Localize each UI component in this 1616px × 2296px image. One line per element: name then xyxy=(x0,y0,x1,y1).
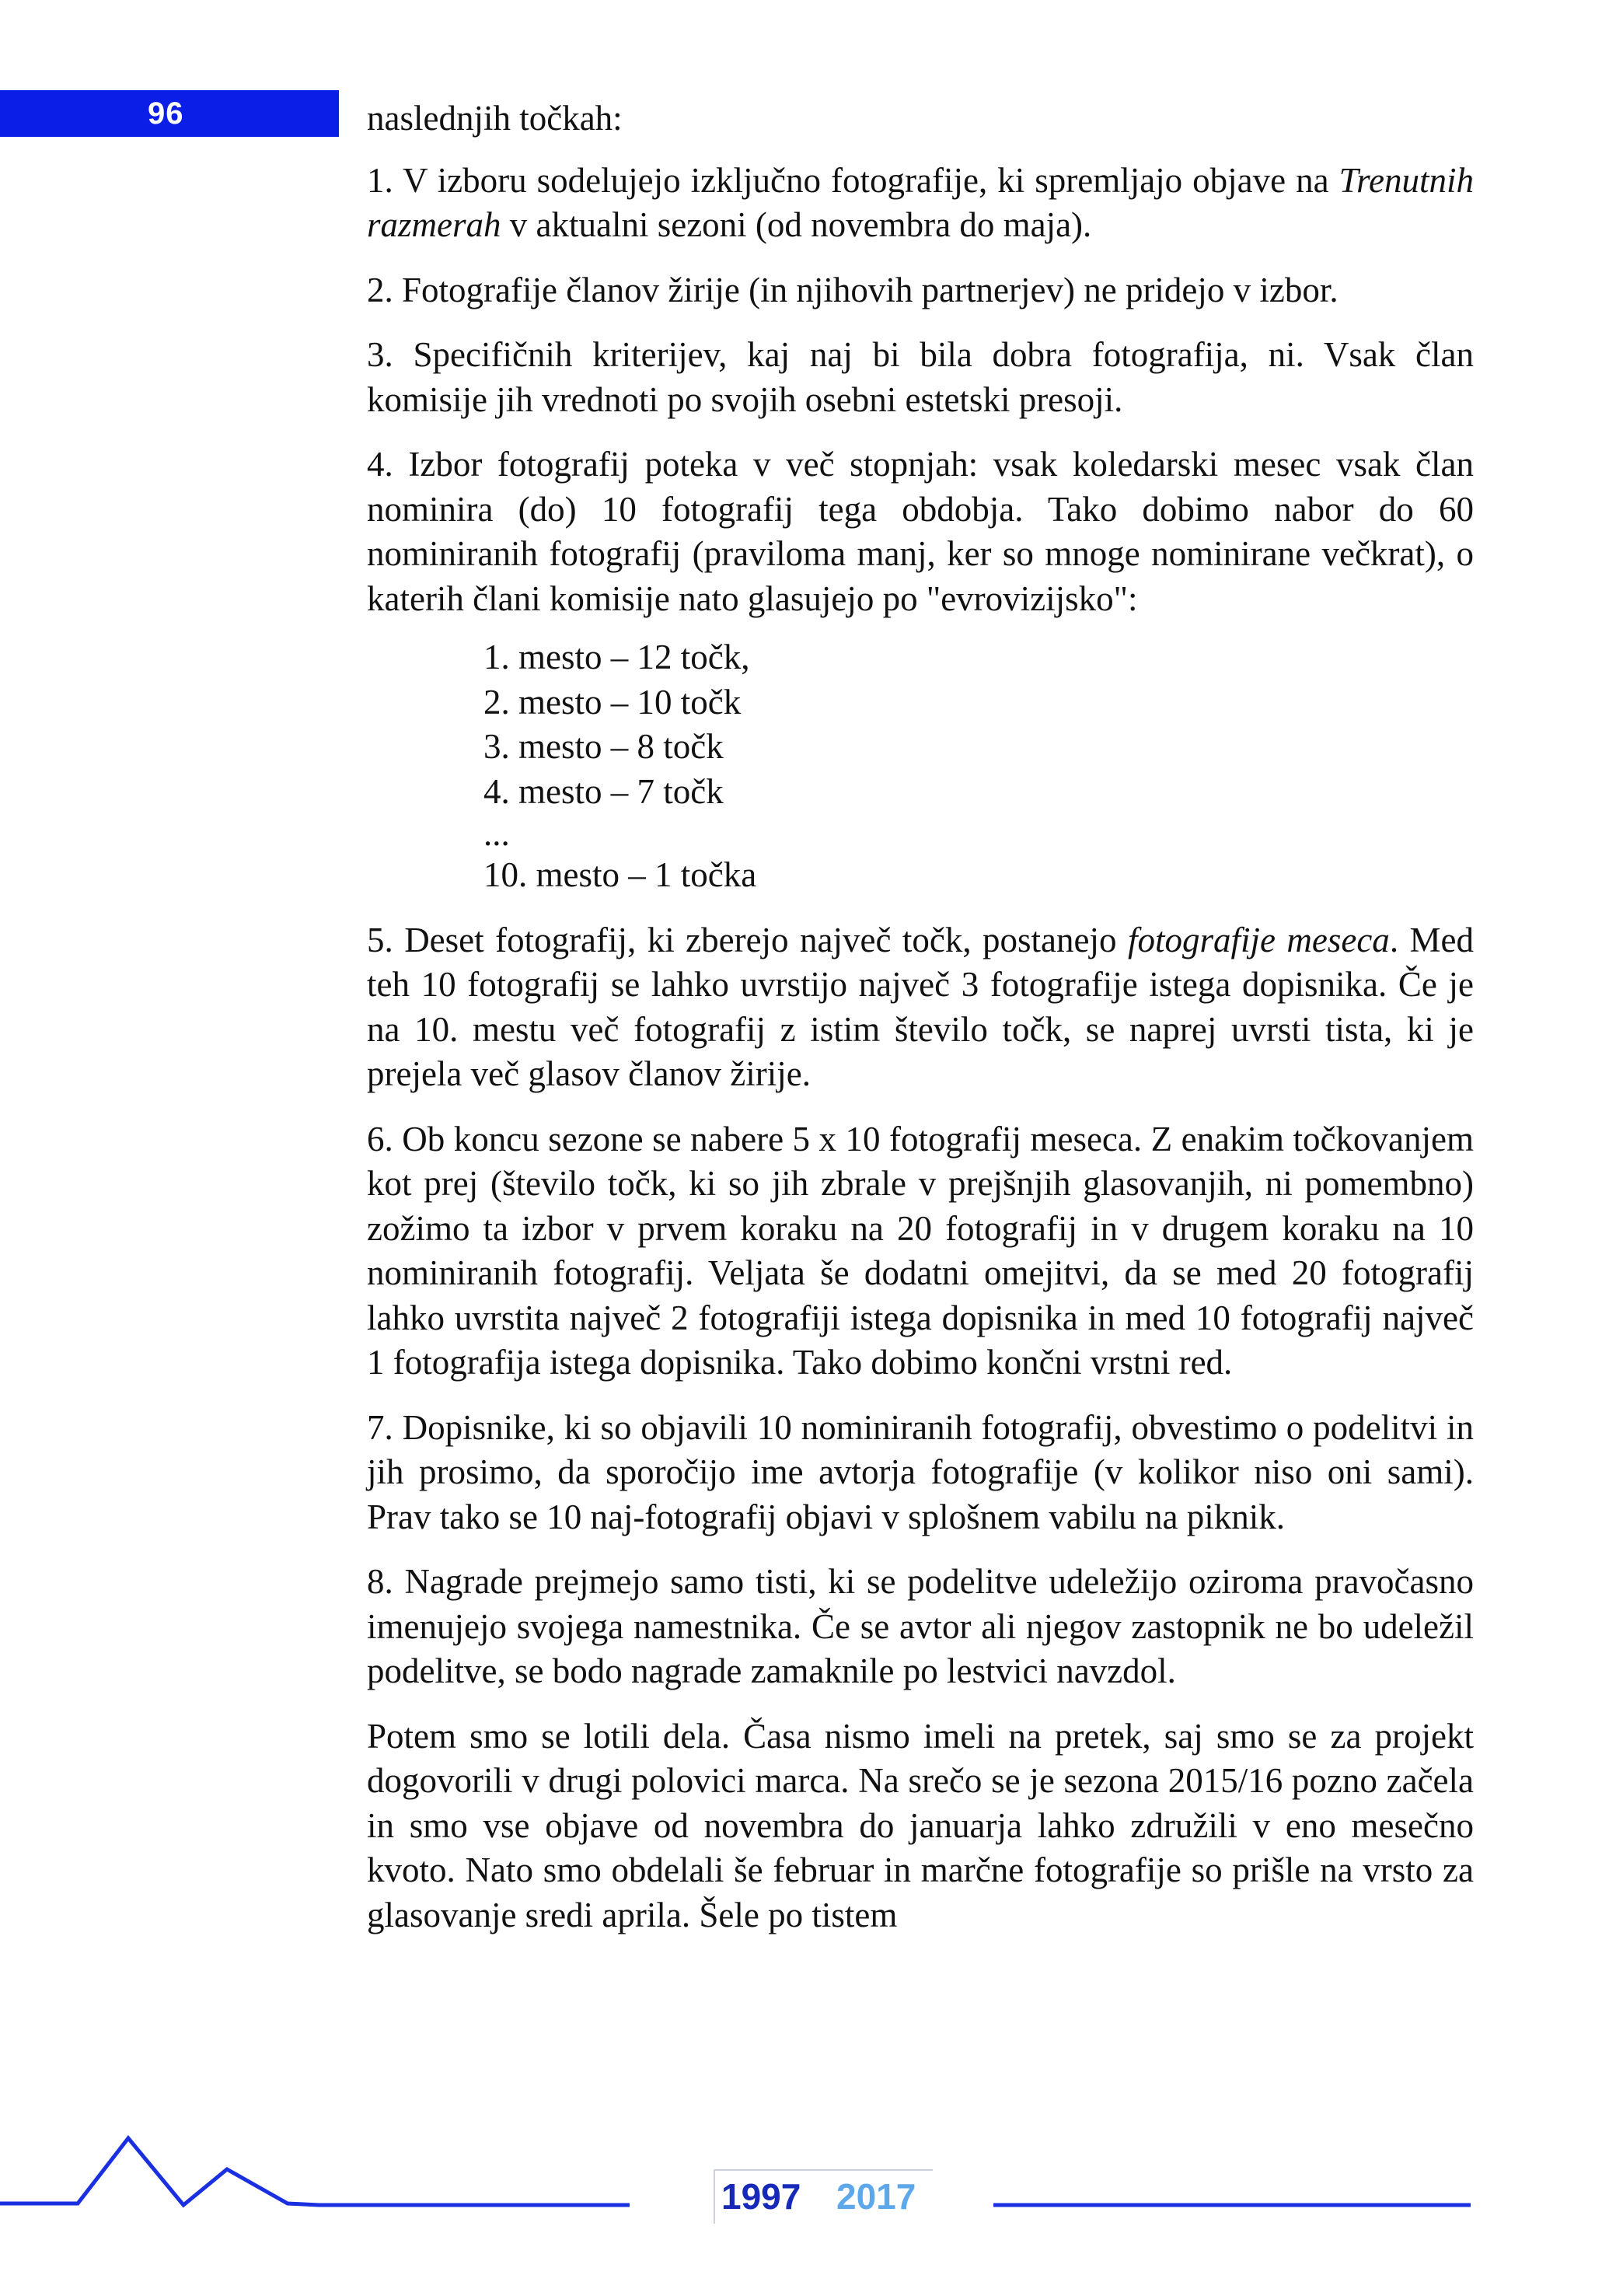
paragraph-rule-2: 2. Fotografije članov žirije (in njihovih partnerjev) ne pridejo v izbor. xyxy=(367,270,1339,309)
points-list-item: 3. mesto – 8 točk xyxy=(483,727,724,766)
rule-5-text: 5. Deset fotografij, ki zberejo največ točk, postanejo xyxy=(367,920,1128,959)
points-list xyxy=(483,635,1474,898)
rule-5-text-end: . Med teh 10 fotografij se lahko uvrstijo največ 3 fotografije istega dopisnika. Če je na 10. mestu več fotografij z istim število točk, se naprej uvrsti tista, ki je prejela več glasov članov žirije. xyxy=(367,920,1474,1093)
rule-1-text: 1. V izboru sodelujejo izključno fotografije, ki spremljajo objave na xyxy=(367,160,1339,200)
paragraph-rule-8: 8. Nagrade prejmejo samo tisti, ki se podelitve udeležijo oziroma pravočasno imenujejo svojega namestnika. Če se avtor ali njegov zastopnik ne bo udeležil podelitve, se bodo nagrade zamaknile po lestvici navzdol. xyxy=(367,1562,1474,1690)
rule-1-text-end: v aktualni sezoni (od novembra do maja). xyxy=(501,205,1092,244)
year-start: 1997 xyxy=(721,2176,801,2217)
paragraph-rule-3: 3. Specifičnih kriterijev, kaj naj bi bila dobra fotografija, ni. Vsak član komisije jih vrednoti po svojih osebni estetski presoji. xyxy=(367,335,1474,419)
paragraph: naslednjih točkah: xyxy=(367,99,623,138)
year-end: 2017 xyxy=(836,2176,916,2217)
paragraph-rule-1 xyxy=(367,159,1474,248)
footer-years-box xyxy=(714,2169,933,2224)
page-number: 96 xyxy=(148,96,184,131)
rule-5-italic: fotografije meseca xyxy=(1127,920,1390,959)
paragraph-rule-5 xyxy=(367,918,1474,1097)
mountain-outline xyxy=(0,2138,630,2205)
paragraph-closing: Potem smo se lotili dela. Časa nismo imeli na pretek, saj smo se za projekt dogovorili v drugi polovici marca. Na srečo se je sezona 2015/16 pozno začela in smo vse objave od novembra do januarja lahko združili v eno mesečno kvoto. Nato smo obdelali še februar in marčne fotografije so prišle na vrsto za glasovanje sredi aprila. Šele po tistem xyxy=(367,1716,1474,1934)
points-list-item: 4. mesto – 7 točk xyxy=(483,771,724,811)
rule-1-italic: Trenutnih razmerah xyxy=(367,160,1474,244)
points-list-item: 10. mesto – 1 točka xyxy=(483,855,757,894)
article-body xyxy=(367,96,1474,1958)
points-list-item: 2. mesto – 10 točk xyxy=(483,682,742,722)
paragraph-rule-7: 7. Dopisnike, ki so objavili 10 nominiranih fotografij, obvestimo o podelitvi in jih prosimo, da sporočijo ime avtorja fotografije (v kolikor niso oni sami). Prav tako se 10 naj-fotografij objavi v splošnem vabilu na piknik. xyxy=(367,1407,1474,1536)
points-list-item: ... xyxy=(483,814,510,853)
points-list-item: 1. mesto – 12 točk, xyxy=(483,638,750,676)
paragraph-rule-4: 4. Izbor fotografij poteka v več stopnjah: vsak koledarski mesec vsak član nominira (do) 10 fotografij tega obdobja. Tako dobimo nabor do 60 nominiranih fotografij (praviloma manj, ker so mnoge nominirane večkrat), o katerih člani komisije nato glasujejo po "evrovizijsko": xyxy=(367,445,1474,618)
paragraph-rule-6: 6. Ob koncu sezone se nabere 5 x 10 fotografij meseca. Z enakim točkovanjem kot prej (število točk, ki so jih zbrale v prejšnjih glasovanjih, ni pomembno) zožimo ta izbor v prvem koraku na 20 fotografij in v drugem koraku na 10 nominiranih fotografij. Veljata še dodatni omejitvi, da se med 20 fotografij lahko uvrstita največ 2 fotografiji istega dopisnika in med 10 fotografij največ 1 fotografija istega dopisnika. Tako dobimo končni vrstni red. xyxy=(367,1119,1474,1382)
